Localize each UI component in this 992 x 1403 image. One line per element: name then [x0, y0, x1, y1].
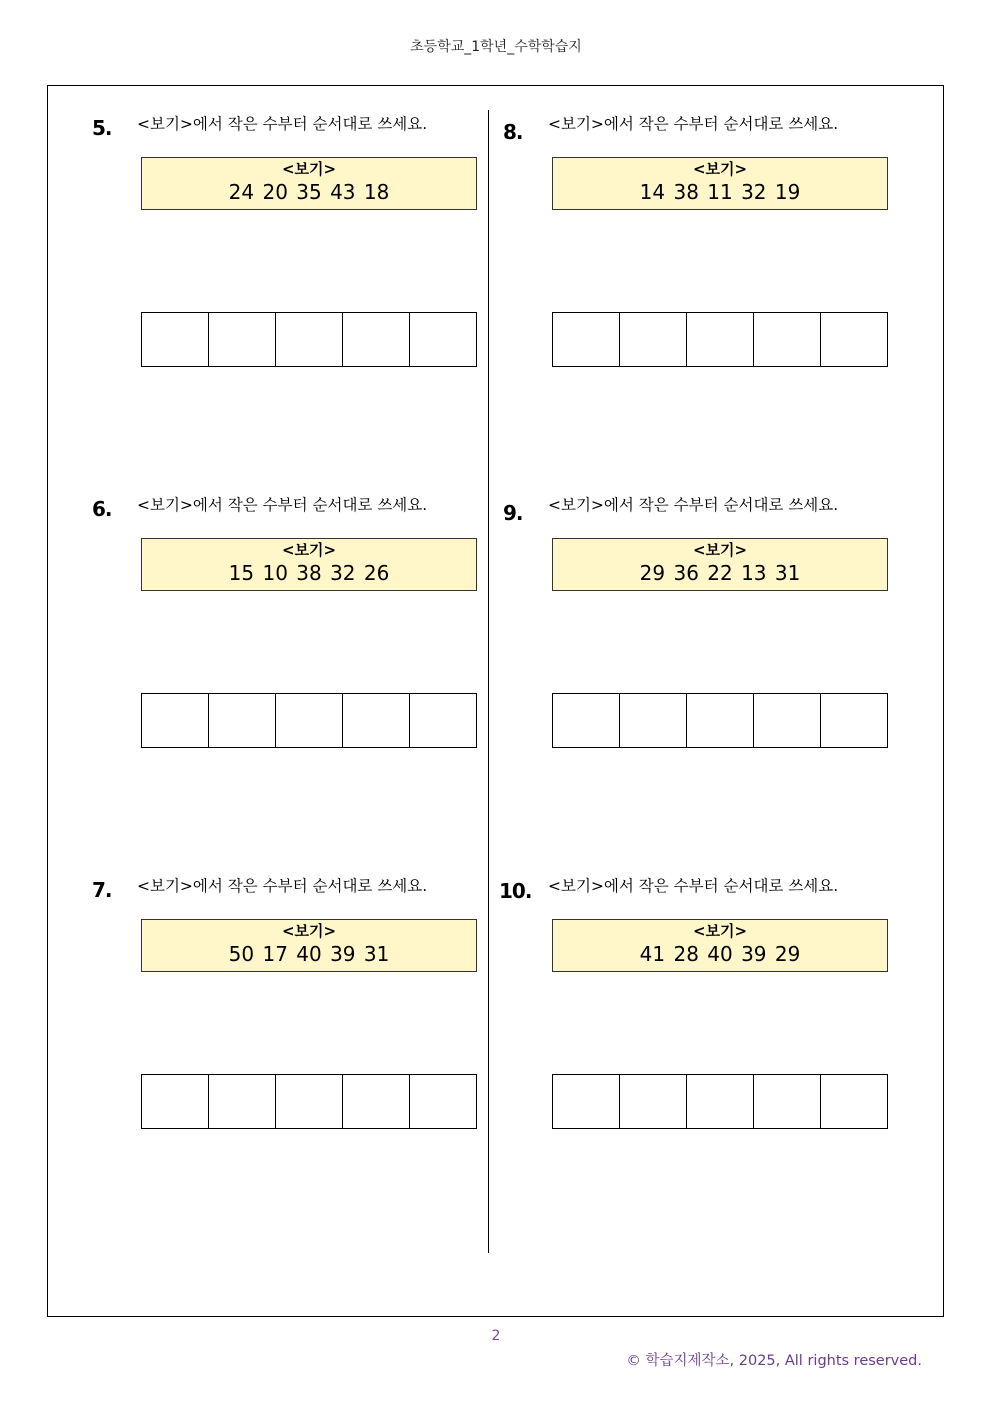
problem-number: 9. [503, 501, 523, 525]
answer-box-3[interactable] [687, 1075, 754, 1128]
problem-instruction: <보기>에서 작은 수부터 순서대로 쓰세요. [548, 496, 839, 514]
answer-box-4[interactable] [343, 1075, 410, 1128]
answer-box-5[interactable] [821, 313, 887, 366]
problem-instruction: <보기>에서 작은 수부터 순서대로 쓰세요. [137, 877, 428, 895]
answer-row [141, 312, 477, 367]
answer-box-3[interactable] [687, 313, 754, 366]
answer-row [552, 693, 888, 748]
example-box [552, 538, 888, 591]
answer-row [141, 1074, 477, 1129]
answer-box-2[interactable] [620, 313, 687, 366]
answer-box-1[interactable] [142, 1075, 209, 1128]
example-numbers: 24 20 35 43 18 [228, 180, 390, 204]
example-numbers: 15 10 38 32 26 [228, 561, 390, 585]
example-numbers: 14 38 11 32 19 [639, 180, 801, 204]
example-title: <보기> [281, 922, 337, 940]
example-box [552, 919, 888, 972]
answer-box-1[interactable] [553, 694, 620, 747]
answer-box-4[interactable] [343, 694, 410, 747]
problem-10 [499, 874, 899, 1174]
answer-box-4[interactable] [754, 1075, 821, 1128]
example-title: <보기> [692, 541, 748, 559]
problem-6 [92, 493, 492, 793]
answer-box-1[interactable] [142, 313, 209, 366]
answer-box-1[interactable] [553, 313, 620, 366]
answer-box-2[interactable] [209, 313, 276, 366]
problem-instruction: <보기>에서 작은 수부터 순서대로 쓰세요. [137, 496, 428, 514]
answer-box-5[interactable] [410, 313, 476, 366]
answer-box-2[interactable] [209, 694, 276, 747]
example-numbers: 50 17 40 39 31 [228, 942, 390, 966]
answer-box-2[interactable] [620, 694, 687, 747]
example-numbers: 29 36 22 13 31 [639, 561, 801, 585]
answer-box-3[interactable] [687, 694, 754, 747]
example-box [141, 919, 477, 972]
answer-box-4[interactable] [754, 694, 821, 747]
problem-7 [92, 874, 492, 1174]
problem-instruction: <보기>에서 작은 수부터 순서대로 쓰세요. [137, 115, 428, 133]
problem-5 [92, 112, 492, 412]
answer-box-2[interactable] [620, 1075, 687, 1128]
problem-8 [503, 112, 903, 412]
answer-box-3[interactable] [276, 694, 343, 747]
answer-box-3[interactable] [276, 313, 343, 366]
example-numbers: 41 28 40 39 29 [639, 942, 801, 966]
problem-9 [503, 493, 903, 793]
page-header: 초등학교_1학년_수학학습지 [410, 39, 582, 55]
answer-box-1[interactable] [142, 694, 209, 747]
example-box [141, 538, 477, 591]
answer-row [141, 693, 477, 748]
answer-box-4[interactable] [343, 313, 410, 366]
page-number: 2 [491, 1328, 501, 1344]
copyright-notice: © 학습지제작소, 2025, All rights reserved. [626, 1353, 922, 1369]
problem-number: 8. [503, 120, 523, 144]
answer-box-4[interactable] [754, 313, 821, 366]
answer-box-5[interactable] [821, 1075, 887, 1128]
example-title: <보기> [281, 541, 337, 559]
answer-row [552, 1074, 888, 1129]
answer-box-1[interactable] [553, 1075, 620, 1128]
problem-number: 5. [92, 116, 112, 140]
answer-box-3[interactable] [276, 1075, 343, 1128]
answer-box-2[interactable] [209, 1075, 276, 1128]
answer-box-5[interactable] [410, 694, 476, 747]
answer-row [552, 312, 888, 367]
example-title: <보기> [692, 922, 748, 940]
problem-instruction: <보기>에서 작은 수부터 순서대로 쓰세요. [548, 877, 839, 895]
answer-box-5[interactable] [821, 694, 887, 747]
problem-number: 6. [92, 497, 112, 521]
example-title: <보기> [692, 160, 748, 178]
example-title: <보기> [281, 160, 337, 178]
example-box [141, 157, 477, 210]
problem-instruction: <보기>에서 작은 수부터 순서대로 쓰세요. [548, 115, 839, 133]
answer-box-5[interactable] [410, 1075, 476, 1128]
example-box [552, 157, 888, 210]
problem-number: 10. [499, 879, 532, 903]
problem-number: 7. [92, 878, 112, 902]
